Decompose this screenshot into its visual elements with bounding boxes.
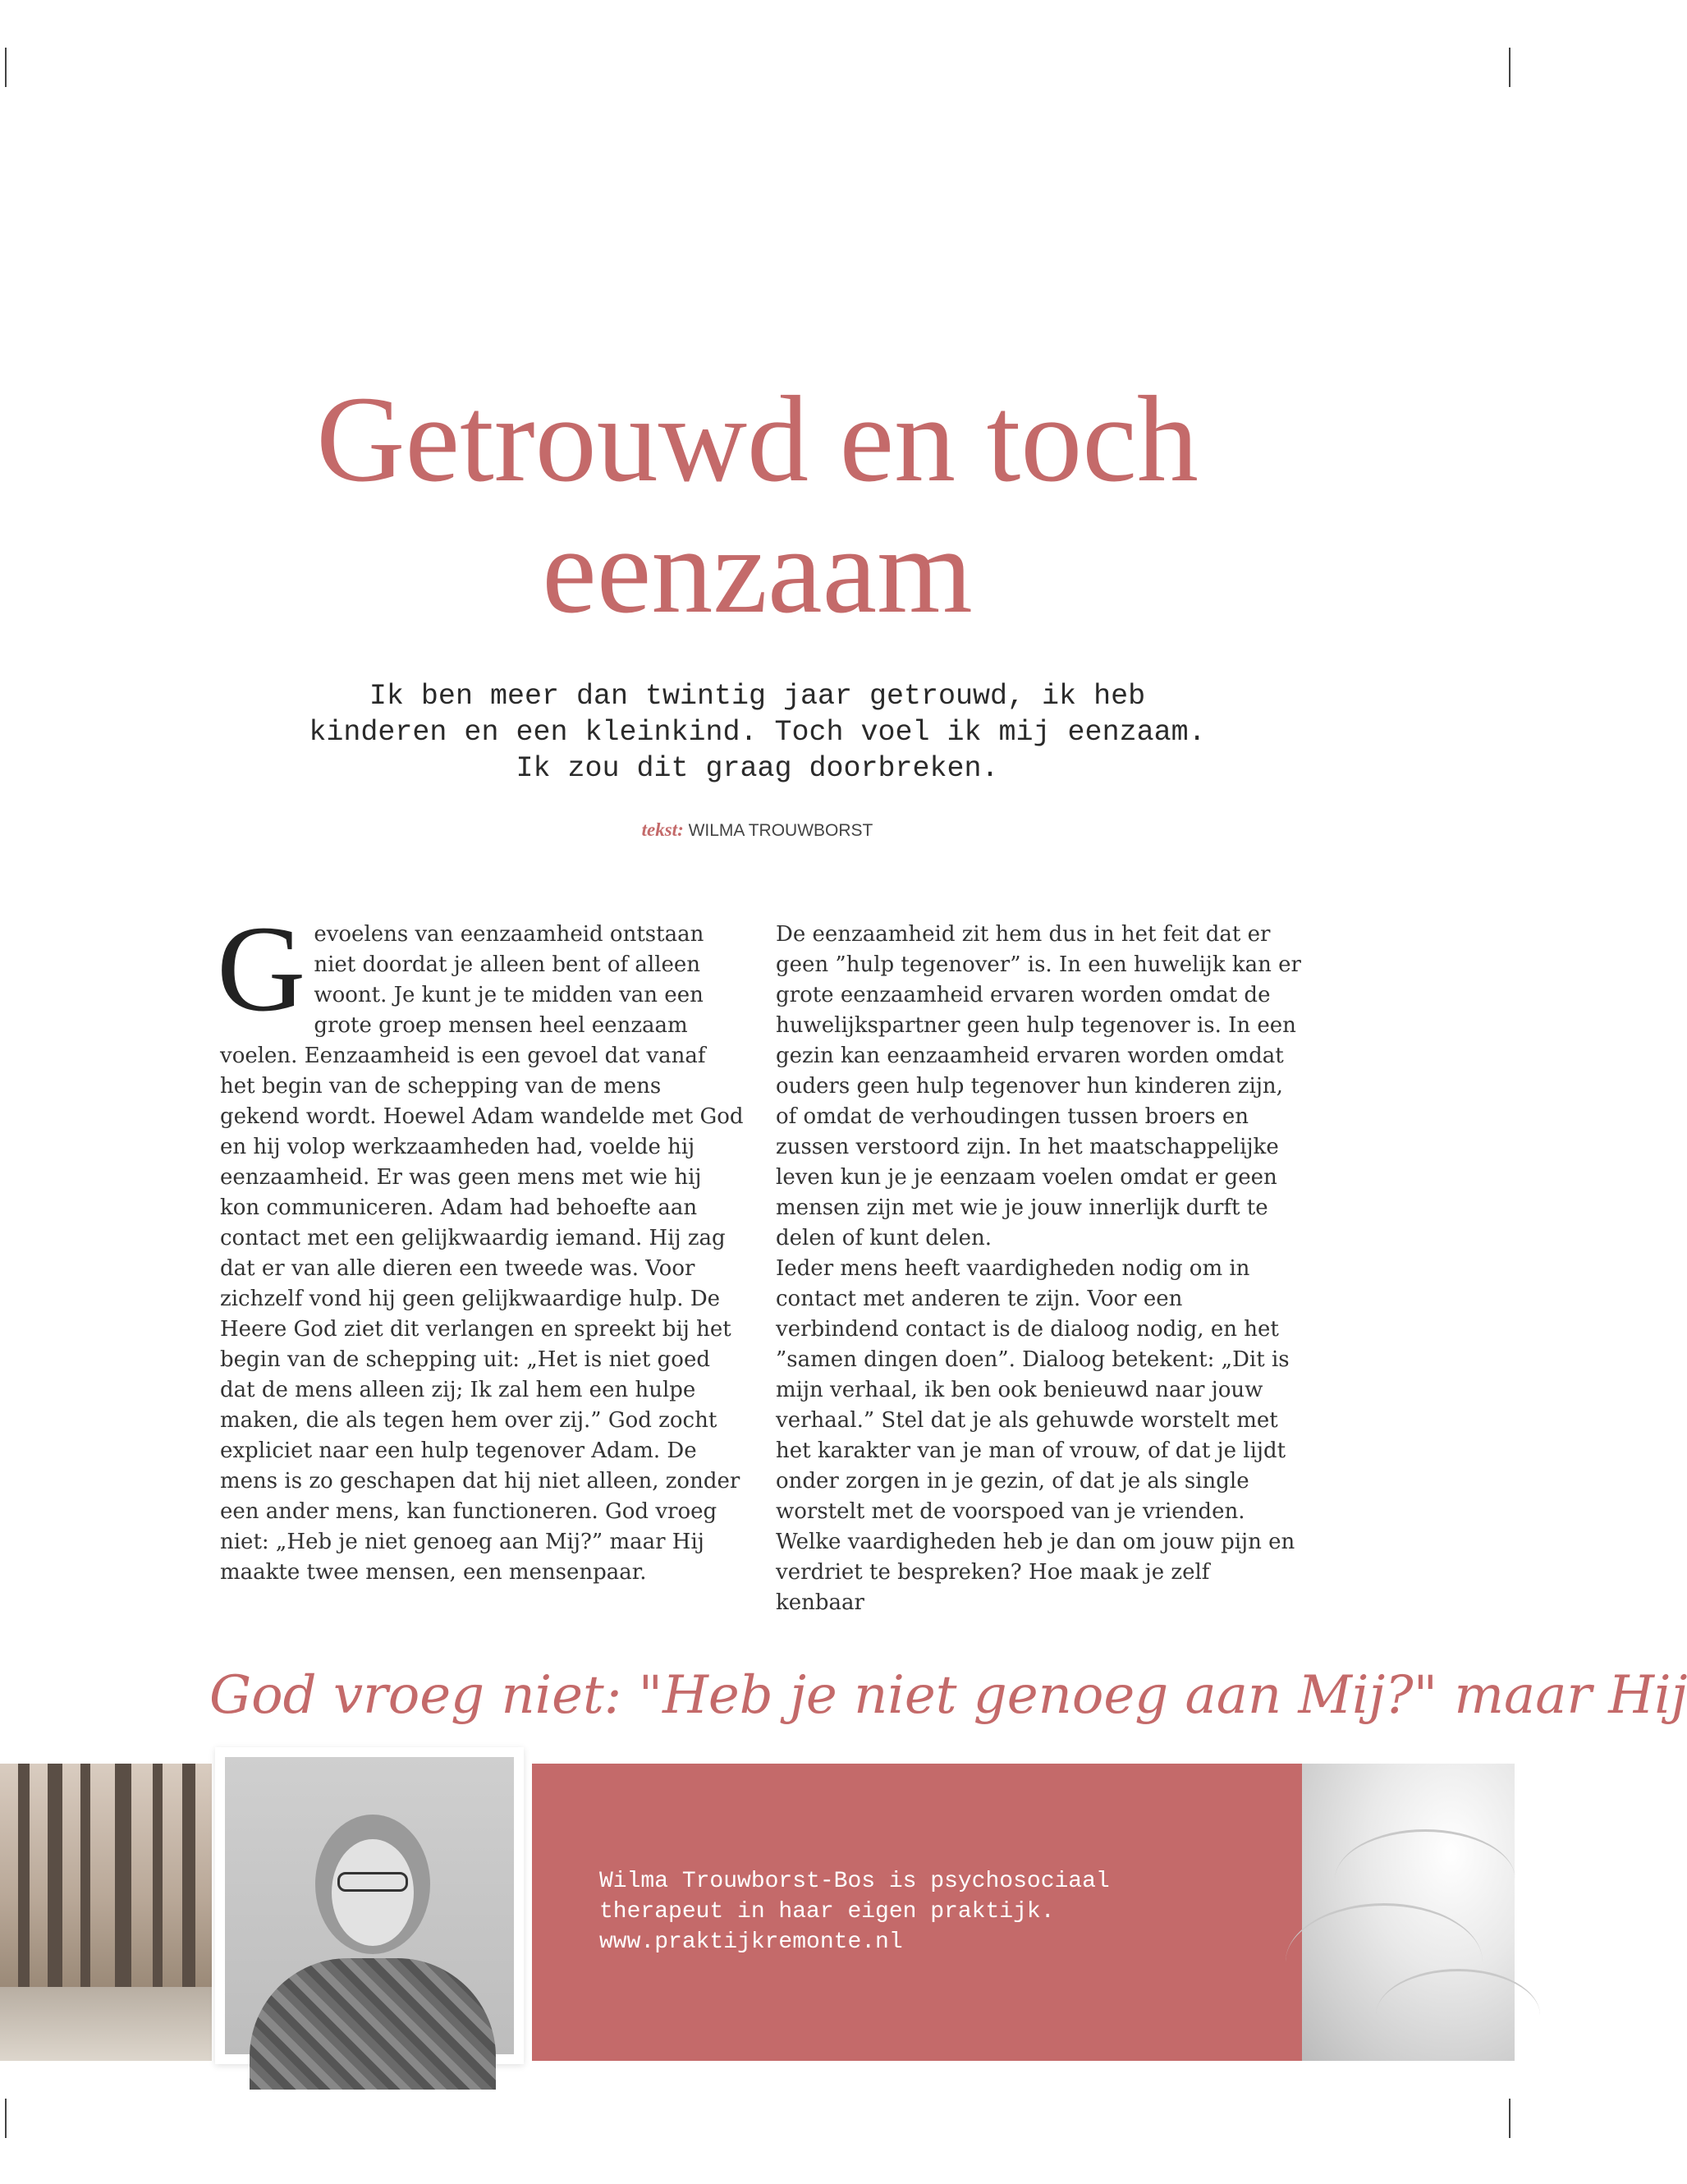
paragraph-left: [217, 901, 745, 1588]
paragraph-right-2: Ieder mens heeft vaardigheden nodig om in contact met anderen te zijn. Voor een verbindend contact is de dialoog nodig, en het ”samen dingen doen”. Dialoog betekent: „Dit is mijn verhaal, ik ben ook benieuwd naar jouw verhaal.” Stel dat je als gehuwde worstelt met het karakter van je man of vrouw, of dat je lijdt onder zorgen in je gezin, of dat je als single worstelt met de voorspoed van je vrienden. Welke vaardigheden heb je dan om jouw pijn en verdriet te bespreken? Hoe maak je zelf kenbaar: [776, 1256, 1295, 1615]
title-line-2: eenzaam: [542, 502, 973, 639]
column-right: [776, 920, 1301, 1618]
byline-label: tekst:: [641, 819, 684, 840]
paragraph-right-1: De eenzaamheid zit hem dus in het feit dat er geen ”hulp tegenover” is. In een huwelijk kan er grote eenzaamheid ervaren worden omdat de huwelijkspartner geen hulp tegenover is. In een gezin kan eenzaamheid ervaren worden omdat ouders geen hulp tegenover hun kinderen zijn, of omdat de verhoudingen tussen broers en zussen verstoord zijn. In het maatschappelijke leven kun je je eenzaam voelen omdat er geen mensen zijn met wie je jouw innerlijk durft te delen of kunt delen.: [776, 922, 1301, 1250]
intro-line-3: Ik zou dit graag doorbreken.: [516, 752, 999, 785]
article-title: [164, 371, 1350, 639]
crop-mark-bottom-left: [5, 2099, 7, 2138]
intro-line-2: kinderen en een kleinkind. Toch voel ik mij eenzaam.: [309, 716, 1206, 749]
author-photo-frame: [215, 1747, 524, 2064]
intro-line-1: Ik ben meer dan twintig jaar getrouwd, ik heb: [369, 680, 1146, 713]
author-info-text: [599, 1866, 1272, 1957]
column-left: [217, 901, 745, 1588]
drop-cap: G: [217, 901, 306, 1037]
author-info-line-2: therapeut in haar eigen praktijk.: [599, 1899, 1055, 1925]
byline: [493, 819, 1022, 841]
bedsheets-image: [1302, 1764, 1515, 2061]
pull-quote: God vroeg niet: "Heb je niet genoeg aan Mij?" maar Hij: [209, 1665, 1687, 1726]
author-photo: [225, 1757, 514, 2054]
forest-image: [0, 1764, 212, 2061]
crop-mark-top-left: [5, 48, 7, 87]
article-intro: [222, 678, 1293, 787]
byline-author: WILMA TROUWBORST: [688, 821, 873, 840]
crop-mark-top-right: [1509, 48, 1511, 87]
author-info-line-1: Wilma Trouwborst-Bos is psychosociaal: [599, 1869, 1110, 1894]
crop-mark-bottom-right: [1509, 2099, 1511, 2138]
title-line-1: Getrouwd en toch: [316, 371, 1199, 507]
left-column-text: evoelens van eenzaamheid ontstaan niet doordat je alleen bent of alleen woont. Je kunt je te midden van een grote groep mensen heel eenzaam voelen. Eenzaamheid is een gevoel dat vanaf het begin van de schepping van de mens gekend wordt. Hoewel Adam wandelde met God en hij volop werkzaamheden had, voelde hij eenzaamheid. Er was geen mens met wie hij kon communiceren. Adam had behoefte aan contact met een gelijkwaardig iemand. Hij zag dat er van alle dieren een tweede was. Voor zichzelf vond hij geen gelijkwaardige hulp. De Heere God ziet dit verlangen en spreekt bij het begin van de schepping uit: „Het is niet goed dat de mens alleen zij; Ik zal hem een hulpe maken, die als tegen hem over zij.” God zocht expliciet naar een hulp tegenover Adam. De mens is zo geschapen dat hij niet alleen, zonder een ander mens, kan functioneren. God vroeg niet: „Heb je niet genoeg aan Mij?” maar Hij maakte twee mensen, een mensenpaar.: [220, 922, 744, 1585]
author-info-box: [532, 1764, 1302, 2061]
author-website: www.praktijkremonte.nl: [599, 1929, 903, 1955]
